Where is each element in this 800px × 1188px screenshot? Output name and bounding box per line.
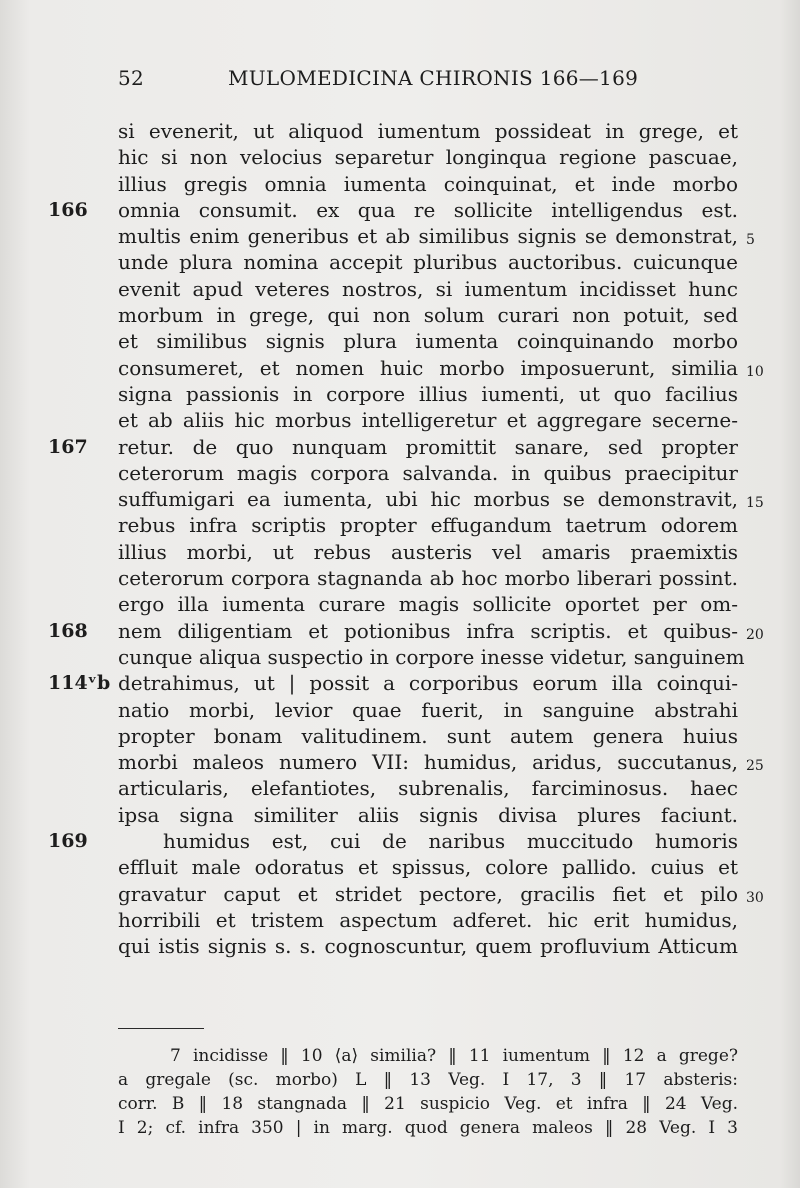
line-text: morbum in grege, qui non solum curari non potuit, sed	[118, 303, 738, 328]
line-text: rebus infra scriptis propter effugandum taetrum odorem	[118, 513, 738, 538]
line-number: 10	[746, 363, 764, 380]
text-line	[118, 565, 738, 591]
text-line	[118, 854, 738, 880]
section-number: 166	[48, 198, 88, 221]
line-text: consumeret, et nomen huic morbo imposuerunt, similia	[118, 355, 738, 380]
line-text: illius gregis omnia iumenta coinquinat, et inde morbo	[118, 171, 738, 196]
line-text: multis enim generibus et ab similibus signis se demonstrat,	[118, 224, 738, 249]
text-line	[118, 381, 738, 407]
line-number: 15	[746, 495, 764, 512]
line-text: retur. de quo nunquam promittit sanare, sed propter	[118, 434, 738, 459]
line-number: 25	[746, 758, 764, 775]
section-number: 168	[48, 619, 88, 642]
text-line	[118, 644, 745, 670]
text-line	[118, 802, 738, 828]
line-text: et similibus signis plura iumenta coinquinando morbo	[118, 329, 738, 354]
line-text: effluit male odoratus et spissus, colore pallido. cuius et	[118, 855, 738, 880]
text-line	[48, 434, 738, 460]
text-line	[48, 670, 738, 696]
text-line	[118, 223, 755, 249]
critical-apparatus	[118, 1044, 738, 1140]
page-header	[118, 66, 738, 96]
line-text: propter bonam valitudinem. sunt autem genera huius	[118, 723, 738, 748]
line-text: ipsa signa similiter aliis signis divisa plures faciunt.	[118, 802, 738, 827]
section-number: 169	[48, 830, 88, 853]
line-text: evenit apud veteres nostros, si iumentum incidisset hunc	[118, 276, 738, 301]
line-text: si evenerit, ut aliquod iumentum possideat in grege, et	[118, 119, 738, 143]
line-text: natio morbi, levior quae fuerit, in sanguine abstrahi	[118, 697, 738, 722]
text-line	[118, 249, 738, 275]
line-text: signa passionis in corpore illius iumenti, ut quo facilius	[118, 381, 738, 406]
running-title: MULOMEDICINA CHIRONIS 166—169	[228, 66, 639, 90]
line-text: illius morbi, ut rebus austeris vel amaris praemixtis	[118, 539, 738, 564]
text-line	[118, 723, 738, 749]
line-text: omnia consumit. ex qua re sollicite intelligendus est.	[118, 197, 738, 222]
footnote-line: corr. B ‖ 18 stangnada ‖ 21 suspicio Veg. et infra ‖ 24 Veg.	[118, 1094, 738, 1114]
line-text: horribili et tristem aspectum adferet. hic erit humidus,	[118, 907, 738, 932]
section-number: 114ᵛb	[48, 672, 111, 695]
text-line	[118, 933, 738, 959]
text-line	[118, 775, 738, 801]
line-text: unde plura nomina accepit pluribus auctoribus. cuicunque	[118, 250, 738, 275]
text-line	[118, 302, 738, 328]
line-number: 5	[746, 232, 755, 249]
line-text: gravatur caput et stridet pectore, gracilis fiet et pilo	[118, 881, 738, 906]
text-line	[118, 512, 738, 538]
line-number: 30	[746, 889, 764, 906]
text-line	[118, 881, 764, 907]
footnote-line: a gregale (sc. morbo) L ‖ 13 Veg. I 17, 3 ‖ 17 absteris:	[118, 1070, 738, 1090]
text-line	[118, 749, 764, 775]
line-text: hic si non velocius separetur longinqua regione pascuae,	[118, 145, 738, 170]
line-text: nem diligentiam et potionibus infra scriptis. et quibus-	[118, 618, 738, 643]
text-line	[118, 328, 738, 354]
text-line	[118, 144, 738, 170]
footnote-line: 7 incidisse ‖ 10 ⟨a⟩ similia? ‖ 11 iumentum ‖ 12 a grege?	[170, 1046, 738, 1066]
main-text	[48, 118, 764, 960]
text-line	[118, 118, 738, 144]
line-number: 20	[746, 626, 764, 643]
footnote-rule	[118, 1028, 204, 1029]
line-text: cunque aliqua suspectio in corpore inesse videtur, sanguinem	[118, 644, 745, 669]
page-number: 52	[118, 66, 145, 90]
line-text: detrahimus, ut | possit a corporibus eorum illa coinqui-	[118, 671, 738, 696]
text-line	[118, 697, 738, 723]
line-text: suffumigari ea iumenta, ubi hic morbus se demonstravit,	[118, 487, 738, 512]
text-line	[118, 276, 738, 302]
text-line	[118, 355, 764, 381]
line-text: articularis, elefantiotes, subrenalis, farciminosus. haec	[118, 776, 738, 801]
line-text: morbi maleos numero VII: humidus, aridus, succutanus,	[118, 750, 738, 775]
text-line	[118, 591, 738, 617]
line-text: ceterorum corpora stagnanda ab hoc morbo liberari possint.	[118, 566, 738, 591]
text-line	[118, 907, 738, 933]
text-line	[48, 618, 764, 644]
section-number: 167	[48, 435, 88, 458]
footnote-line: I 2; cf. infra 350 | in marg. quod genera maleos ‖ 28 Veg. I 3	[118, 1118, 738, 1138]
line-text: humidus est, cui de naribus muccitudo humoris	[163, 829, 738, 854]
text-line	[118, 407, 738, 433]
text-line	[118, 539, 738, 565]
text-line	[118, 486, 764, 512]
text-line	[48, 828, 738, 854]
line-text: ceterorum magis corpora salvanda. in quibus praecipitur	[118, 460, 738, 485]
line-text: ergo illa iumenta curare magis sollicite oportet per om-	[118, 592, 738, 617]
text-line	[118, 460, 738, 486]
text-line	[48, 197, 738, 223]
text-line	[118, 171, 738, 197]
line-text: qui istis signis s. s. cognoscuntur, quem profluvium Atticum	[118, 934, 738, 959]
line-text: et ab aliis hic morbus intelligeretur et aggregare secerne-	[118, 408, 738, 433]
